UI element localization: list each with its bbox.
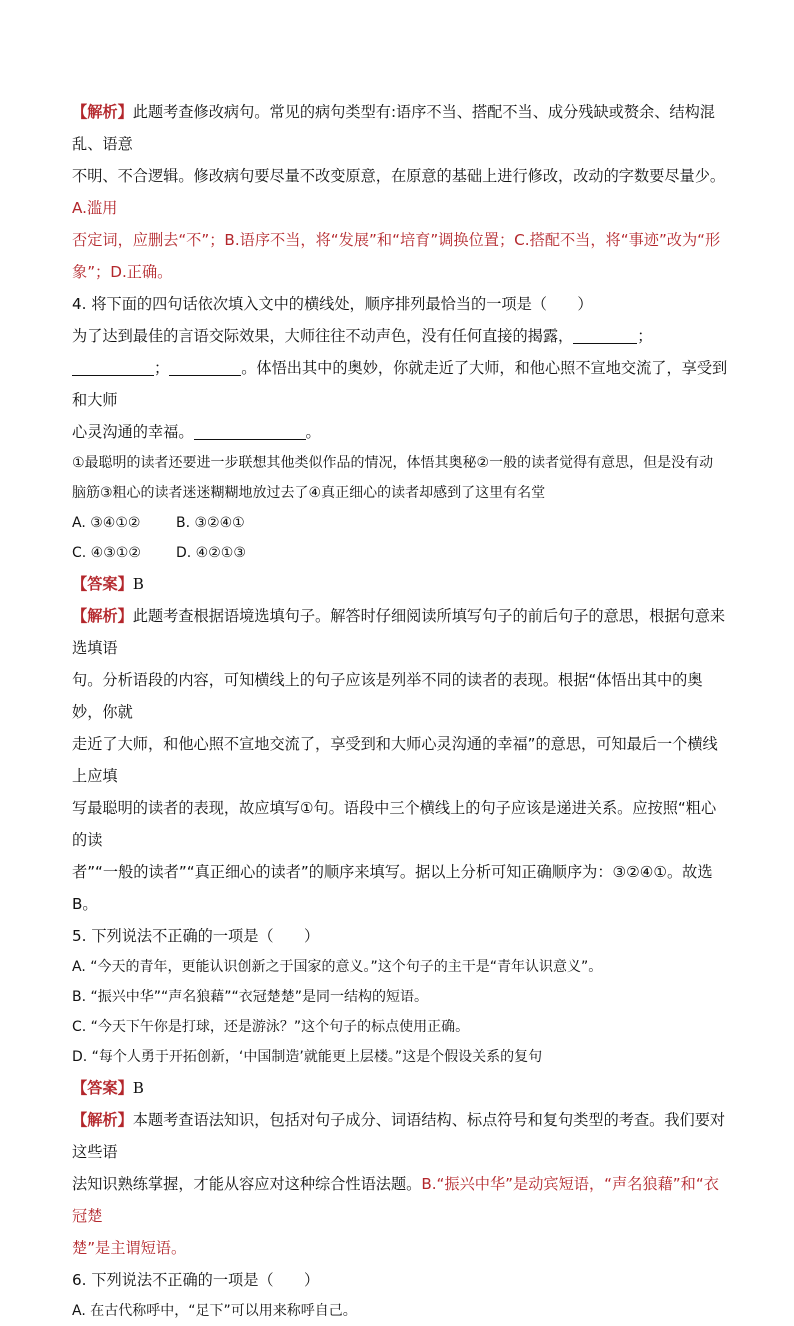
choice-row [72, 508, 728, 538]
choice-c: C. “今天下午你是打球，还是游泳？”这个句子的标点使用正确。 [72, 1019, 470, 1035]
passage-line: 为了达到最佳的言语交际效果，大师往往不动声色，没有任何直接的揭露， ； [72, 327, 653, 345]
choice-b: B. ③②④① [176, 515, 245, 531]
choice-c: C. ④③①② [72, 545, 141, 561]
answer-tag: 【答案】 [72, 1079, 133, 1097]
fill-blank-4 [194, 421, 306, 440]
passage-line: ； 。体悟出其中的奥妙，你就走近了大师，和他心照不宣地交流了，享受到和大师 [72, 359, 728, 409]
choice-a: A. 在古代称呼中，“足下”可以用来称呼自己。 [72, 1303, 357, 1319]
sentence-options-line: ①最聪明的读者还要进一步联想其他类似作品的情况，体悟其奥秘②一般的读者觉得有意思，但是没有动 [72, 455, 714, 471]
explanation-line: 否定词，应删去“不”；B.语序不当，将“发展”和“培育”调换位置；C.搭配不当，将“事迹”改为“形 [72, 231, 721, 249]
explanation-line: 楚”是主谓短语。 [72, 1239, 187, 1257]
explanation-line: 走近了大师，和他心照不宣地交流了，享受到和大师心灵沟通的幸福”的意思，可知最后一个横线上应填 [72, 735, 718, 785]
question-4-stem: 4. 将下面的四句话依次填入文中的横线处，顺序排列最恰当的一项是（ ） [72, 295, 593, 313]
fill-blank-3 [169, 357, 241, 376]
explanation-line: 句。分析语段的内容，可知横线上的句子应该是列举不同的读者的表现。根据“体悟出其中的奥妙，你就 [72, 671, 703, 721]
fill-blank-1 [573, 325, 637, 344]
explanation-line: 写最聪明的读者的表现，故应填写①句。语段中三个横线上的句子应该是递进关系。应按照“粗心的读 [72, 799, 717, 849]
choice-d: D. “每个人勇于开拓创新，‘中国制造’就能更上层楼。”这是个假设关系的复句 [72, 1049, 543, 1065]
explanation-line: 不明、不合逻辑。修改病句要尽量不改变原意，在原意的基础上进行修改，改动的字数要尽量少。A.滥用 [72, 167, 726, 217]
explanation-tag: 【解析】 [72, 1111, 133, 1129]
explanation-tag: 【解析】 [72, 103, 133, 121]
explanation-line: 【解析】此题考查根据语境选填句子。解答时仔细阅读所填写句子的前后句子的意思，根据句意来选填语 [72, 607, 726, 657]
explanation-line: 者”“一般的读者”“真正细心的读者”的顺序来填写。据以上分析可知正确顺序为：③②④①。故选B。 [72, 863, 713, 913]
answer-line [72, 568, 728, 600]
explanation-line: 法知识熟练掌握，才能从容应对这种综合性语法题。B.“振兴中华”是动宾短语，“声名狼藉”和“衣冠楚 [72, 1175, 719, 1225]
explanation-tag: 【解析】 [72, 607, 133, 625]
explanation-line: 【解析】本题考查语法知识，包括对句子成分、词语结构、标点符号和复句类型的考查。我们要对这些语 [72, 1111, 726, 1161]
choice-a: A. “今天的青年，更能认识创新之于国家的意义。”这个句子的主干是“青年认识意义”。 [72, 959, 603, 975]
passage-line: 心灵沟通的幸福。 。 [72, 423, 321, 441]
answer-value: B [132, 575, 144, 593]
choice-row [72, 538, 728, 568]
answer-value: B [132, 1079, 144, 1097]
choice-b: B. “振兴中华”“声名狼藉”“衣冠楚楚”是同一结构的短语。 [72, 989, 429, 1005]
explanation-line: 【解析】此题考查修改病句。常见的病句类型有:语序不当、搭配不当、成分残缺或赘余、结构混乱、语意 [72, 103, 715, 153]
answer-tag: 【答案】 [72, 575, 133, 593]
question-6-stem: 6. 下列说法不正确的一项是（ ） [72, 1271, 320, 1289]
answer-line [72, 1072, 728, 1104]
sentence-options-line: 脑筋③粗心的读者迷迷糊糊地放过去了④真正细心的读者却感到了这里有名堂 [72, 485, 546, 501]
document-content [72, 96, 728, 1326]
explanation-line: 象”；D.正确。 [72, 263, 173, 281]
choice-d: D. ④②①③ [176, 545, 246, 561]
choice-a: A. ③④①② [72, 515, 141, 531]
question-5-stem: 5. 下列说法不正确的一项是（ ） [72, 927, 320, 945]
fill-blank-2 [72, 357, 154, 376]
